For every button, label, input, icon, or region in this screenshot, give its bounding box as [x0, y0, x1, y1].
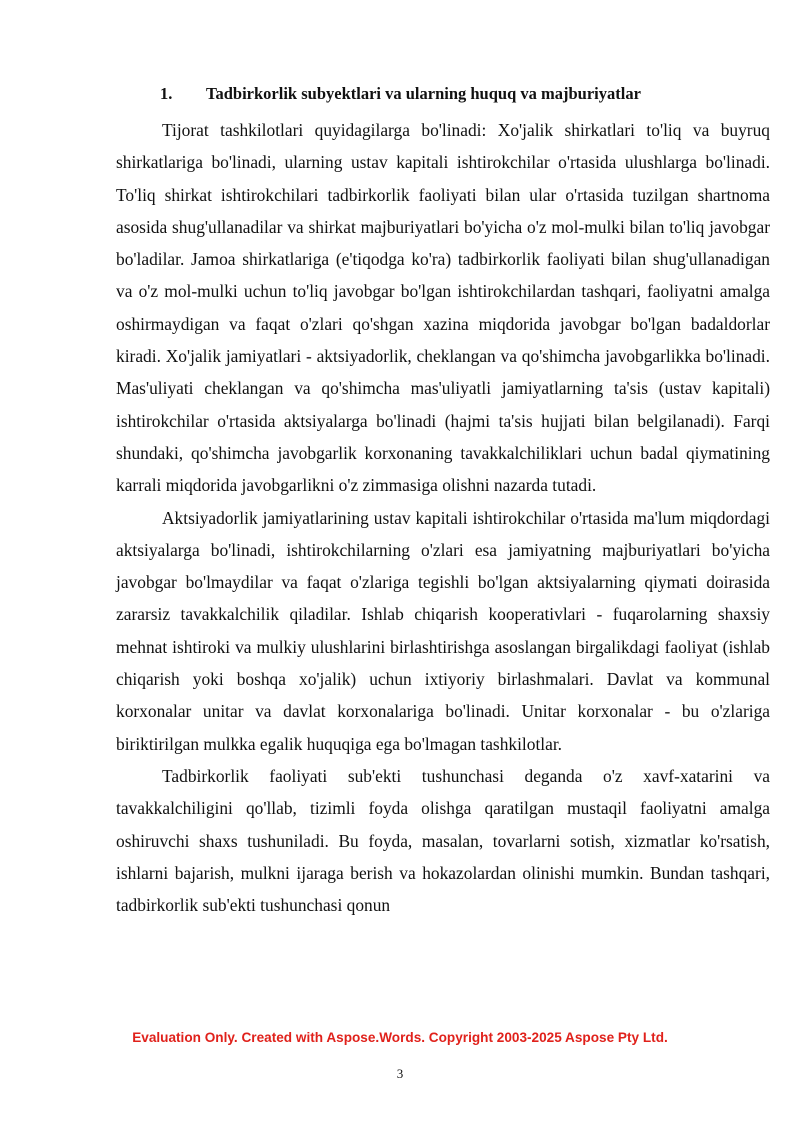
- section-title: Tadbirkorlik subyektlari va ularning huquq va majburiyatlar: [206, 84, 641, 103]
- paragraph-3: Tadbirkorlik faoliyati sub'ekti tushunchasi deganda o'z xavf-xatarini va tavakkalchiligini qo'llab, tizimli foyda olishga qaratilgan mustaqil faoliyatni amalga oshiruvchi shaxs tushuniladi. Bu foyda, masalan, tovarlarni sotish, xizmatlar ko'rsatish, ishlarni bajarish, mulkni ijaraga berish va hokazolardan olinishi mumkin. Bundan tashqari, tadbirkorlik sub'ekti tushunchasi qonun: [116, 765, 770, 916]
- paragraph-2: Aktsiyadorlik jamiyatlarining ustav kapitali ishtirokchilar o'rtasida ma'lum miqdordagi aktsiyalarga bo'linadi, ishtirokchilarning o'zlari esa jamiyatning majburiyatlari bo'yicha javobgar bo'lmaydilar va faqat o'zlariga tegishli bo'lgan aktsiyalarning qiymati doirasida zararsiz tavakkalchilik qiladilar. Ishlab chiqarish kooperativlari - fuqarolarning shaxsiy mehnat ishtiroki va mulkiy ulushlarini birlashtirishga asoslangan birgalikdagi faoliyat (ishlab chiqarish yoki boshqa xo'jalik) uchun ixtiyoriy birlashmalari. Davlat va kommunal korxonalar unitar va davlat korxonalariga bo'linadi. Unitar korxonalar - bu o'zlariga biriktirilgan mulkka egalik huquqiga ega bo'lmagan tashkilotlar.: [116, 507, 770, 754]
- section-number: 1.: [160, 84, 173, 103]
- body-text: [116, 114, 770, 921]
- page-number: 3: [396, 1066, 404, 1081]
- evaluation-watermark-notice: Evaluation Only. Created with Aspose.Words. Copyright 2003-2025 Aspose Pty Ltd.: [132, 1030, 668, 1045]
- section-heading: [160, 82, 720, 106]
- paragraph-1: Tijorat tashkilotlari quyidagilarga bo'linadi: Xo'jalik shirkatlari to'liq va buyruq shirkatlariga bo'linadi, ularning ustav kapitali ishtirokchilar o'rtasida ulushlarga bo'linadi. To'liq shirkat ishtirokchilari tadbirkorlik faoliyati bilan ular o'rtasida tuzilgan shartnoma asosida shug'ullanadilar va shirkat majburiyatlari bo'yicha o'z mol-mulki bilan to'liq javobgar bo'ladilar. Jamoa shirkatlariga (e'tiqodga ko'ra) tadbirkorlik faoliyati bilan shug'ullanadigan va o'z mol-mulki uchun to'liq javobgar bo'lgan ishtirokchilardan tashqari, faoliyatni amalga oshirmaydigan va faqat o'zlari qo'shgan xazina miqdorida javobgar bo'lgan badaldorlar kiradi. Xo'jalik jamiyatlari - aktsiyadorlik, cheklangan va qo'shimcha javobgarlikka bo'linadi. Mas'uliyati cheklangan va qo'shimcha mas'uliyatli jamiyatlarning ta'sis (ustav kapitali) ishtirokchilar o'rtasida aktsiyalarga bo'linadi (hajmi ta'sis hujjati bilan belgilanadi). Farqi shundaki, qo'shimcha javobgarlik korxonaning tavakkalchiliklari uchun badal qiymatining karrali miqdorida javobgarlikni o'z zimmasiga olishni nazarda tutadi.: [116, 120, 770, 496]
